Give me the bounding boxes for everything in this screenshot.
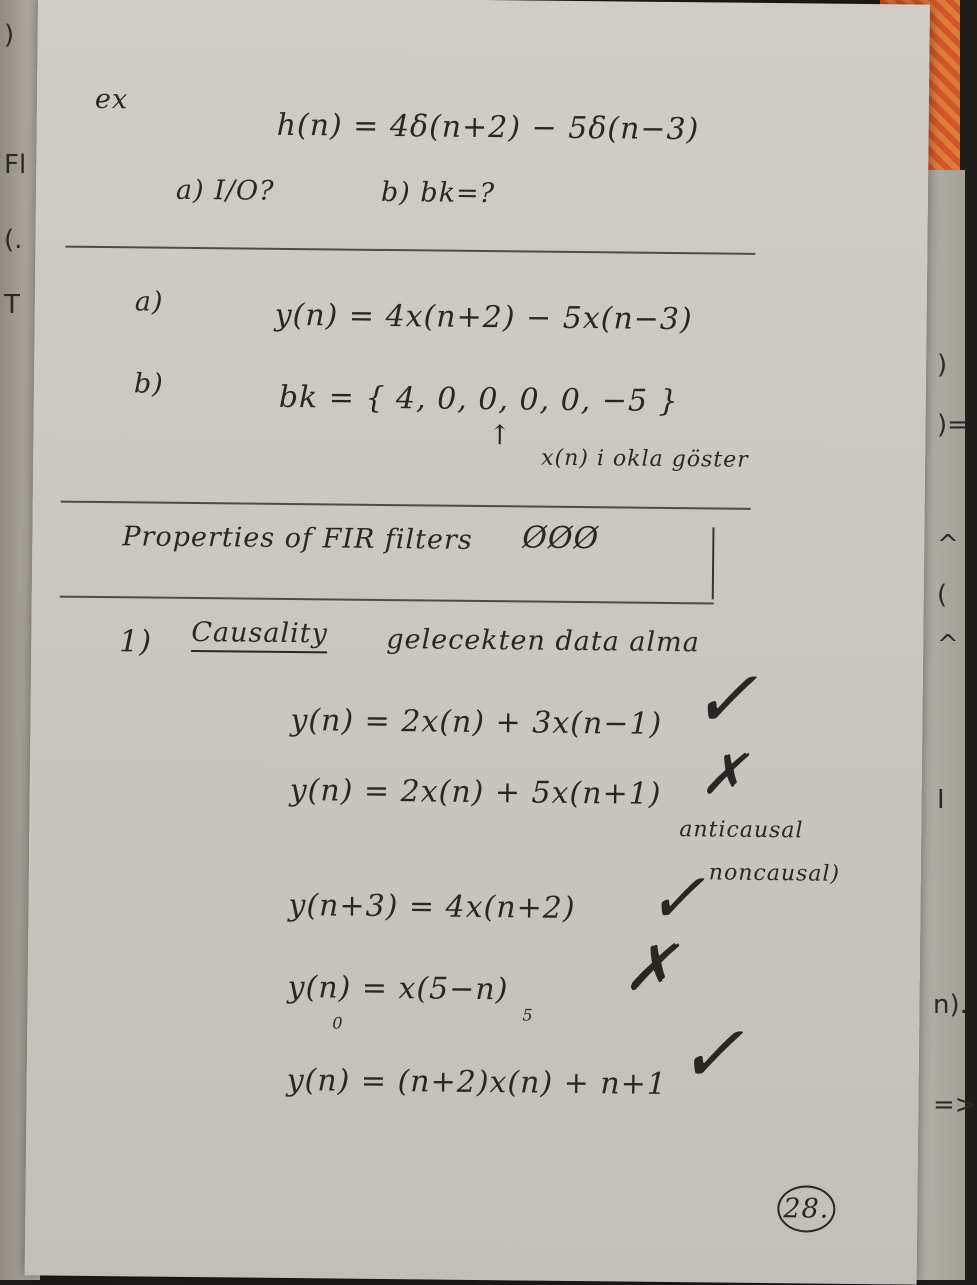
right-edge-text: =>	[933, 1090, 977, 1120]
causality-title: Causality	[191, 617, 328, 653]
example-equation-4: y(n) = x(5−n)	[287, 969, 509, 1008]
answer-a: y(n) = 4x(n+2) − 5x(n−3)	[274, 297, 693, 338]
page-number: 28.	[777, 1185, 835, 1233]
arrow-note: x(n) i okla göster	[541, 445, 749, 473]
left-edge-text: (.	[4, 225, 23, 255]
right-edge-text: (	[937, 580, 948, 610]
left-edge-text: )	[4, 20, 15, 50]
answer-b-label: b)	[133, 368, 164, 400]
section-bottom-line	[60, 596, 714, 605]
notebook-page	[25, 0, 930, 1285]
section-top-line	[61, 501, 751, 510]
example-equation-5: y(n) = (n+2)x(n) + n+1	[286, 1062, 668, 1102]
annotation-anticausal: anticausal	[679, 817, 804, 844]
section-title: Properties of FIR filters	[122, 521, 473, 556]
check-icon: ✓	[646, 856, 706, 940]
right-edge-text: )	[937, 350, 948, 380]
left-edge-text: Fl	[4, 150, 27, 180]
question-a: a) I/O?	[175, 174, 275, 207]
example-label: ex	[94, 83, 129, 116]
section-frame-right	[712, 527, 715, 599]
example-4-subscript-left: 0	[332, 1013, 344, 1033]
example-equation-1: y(n) = 2x(n) + 3x(n−1)	[290, 703, 663, 742]
example-4-subscript-right: 5	[522, 1005, 534, 1025]
causality-note: gelecekten data alma	[386, 624, 700, 659]
check-icon: ✓	[676, 1007, 745, 1101]
cross-icon: ✗	[699, 742, 748, 808]
section-doodle: ØØØ	[522, 520, 600, 557]
left-edge-text: T	[4, 290, 20, 320]
right-edge-text: )=	[937, 410, 969, 440]
answer-b: bk = { 4, 0, 0, 0, 0, −5 }	[278, 379, 679, 420]
arrow-icon: ↑	[488, 420, 513, 452]
right-edge-text: I	[937, 785, 945, 815]
right-edge-text: ^	[937, 630, 959, 660]
question-b: b) bk=?	[380, 176, 496, 210]
right-edge-text: ^	[937, 530, 959, 560]
impulse-response: h(n) = 4δ(n+2) − 5δ(n−3)	[276, 107, 700, 148]
example-equation-2: y(n) = 2x(n) + 5x(n+1)	[289, 773, 662, 812]
divider-line	[65, 246, 755, 255]
cross-icon: ✗	[622, 931, 677, 1007]
example-equation-3: y(n+3) = 4x(n+2)	[288, 888, 576, 927]
annotation-noncausal: noncausal)	[708, 860, 841, 887]
item-number: 1)	[119, 624, 153, 660]
check-icon: ✓	[690, 652, 759, 746]
right-edge-text: n).	[933, 990, 968, 1020]
answer-a-label: a)	[134, 286, 164, 318]
